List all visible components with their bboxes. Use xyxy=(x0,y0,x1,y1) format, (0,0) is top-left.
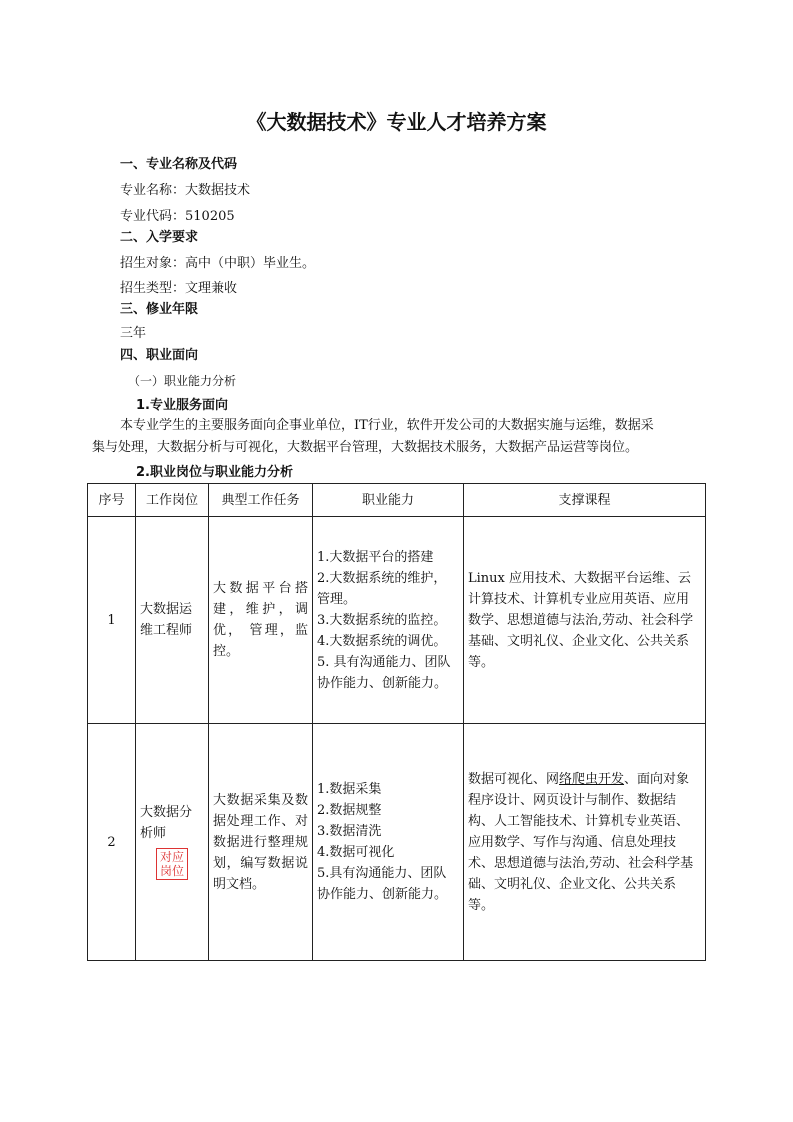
heading-career: 四、职业面向 xyxy=(120,348,199,363)
header-cell: 工作岗位 xyxy=(136,484,209,517)
heading-major: 一、专业名称及代码 xyxy=(120,157,238,172)
ability-item: 4.大数据系统的调优。 xyxy=(317,633,447,649)
heading-positions: 2.职业岗位与职业能力分析 xyxy=(136,465,293,480)
ability-item: 2.数据规整 xyxy=(317,803,382,818)
courses-underlined: 络爬虫开发 xyxy=(559,771,625,787)
support-courses xyxy=(464,724,706,961)
support-courses: Linux 应用技术、大数据平台运维、云计算技术、计算机专业应用英语、应用数学、思想道德与法治,劳动、社会科学基础、文明礼仪、企业文化、公共关系等。 xyxy=(464,517,706,724)
ability-item: 5.具有沟通能力、团队协作能力、创新能力。 xyxy=(317,866,448,902)
table-row xyxy=(88,724,706,961)
document-title: 《大数据技术》专业人才培养方案 xyxy=(246,110,547,134)
row-number: 1 xyxy=(88,517,136,724)
ability-item: 3.数据清洗 xyxy=(317,824,382,839)
abilities xyxy=(313,517,464,724)
ability-item: 3.大数据系统的监控。 xyxy=(317,612,447,628)
ability-item: 1.数据采集 xyxy=(317,782,382,797)
header-cell: 支撑课程 xyxy=(464,484,706,517)
job-title: 大数据分析师 xyxy=(140,805,193,841)
heading-years: 三、修业年限 xyxy=(120,302,199,317)
admission-type: 招生类型：文理兼收 xyxy=(120,281,238,296)
courses-text: 数据可视化、网 xyxy=(468,771,560,787)
table-header-row xyxy=(88,484,706,517)
ability-item: 5. 具有沟通能力、团队协作能力、创新能力。 xyxy=(317,654,451,691)
header-cell: 序号 xyxy=(88,484,136,517)
typical-task: 大数据平台搭建，维护，调优， 管理，监控。 xyxy=(209,517,313,724)
service-paragraph-line2: 集与处理，大数据分析与可视化，大数据平台管理，大数据技术服务，大数据产品运营等岗位。 xyxy=(92,440,639,455)
row-number: 2 xyxy=(88,724,136,961)
header-cell: 职业能力 xyxy=(313,484,464,517)
typical-task: 大数据采集及数据处理工作、对数据进行整理规划，编写数据说明文档。 xyxy=(209,724,313,961)
courses-text: 、面向对象程序设计、网页设计与制作、数据结构、人工智能技术、计算机专业英语、应用数学、写作与沟通、信息处理技术、思想道德与法治,劳动、社会科学基础、文明礼仪、企业文化、公共关系等。 xyxy=(468,771,694,913)
admission-target: 招生对象：高中（中职）毕业生。 xyxy=(120,256,316,271)
job-title: 大数据运维工程师 xyxy=(136,517,209,724)
heading-service: 1.专业服务面向 xyxy=(136,398,228,413)
major-code: 专业代码：510205 xyxy=(120,209,235,224)
header-cell: 典型工作任务 xyxy=(209,484,313,517)
job-cell xyxy=(136,724,209,961)
study-years: 三年 xyxy=(120,326,147,341)
positions-table xyxy=(87,483,706,961)
ability-item: 1.大数据平台的搭建 xyxy=(317,549,434,565)
table-row xyxy=(88,517,706,724)
seal-stamp: 对应岗位 xyxy=(156,848,188,880)
subheading-ability: （一）职业能力分析 xyxy=(128,374,237,388)
heading-admission: 二、入学要求 xyxy=(120,230,199,245)
ability-item: 4.数据可视化 xyxy=(317,845,395,860)
abilities xyxy=(313,724,464,961)
service-paragraph-line1: 本专业学生的主要服务面向企事业单位，IT行业，软件开发公司的大数据实施与运维，数据采 xyxy=(120,418,654,433)
ability-item: 2.大数据系统的维护，管理。 xyxy=(317,570,447,607)
major-name: 专业名称：大数据技术 xyxy=(120,183,251,198)
